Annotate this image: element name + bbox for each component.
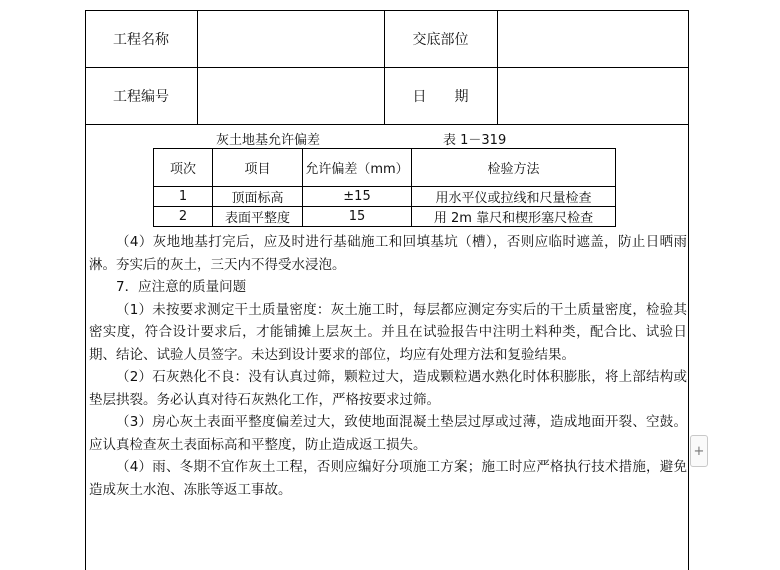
document-page [85, 10, 689, 570]
col-header-item-no: 项次 [154, 149, 213, 187]
table-row [154, 207, 616, 227]
table-cell: 用水平仪或拉线和尺量检查 [412, 187, 616, 207]
date-label: 日 期 [384, 67, 497, 124]
body-text [89, 231, 687, 501]
table-cell: 1 [154, 187, 213, 207]
project-no-value [197, 67, 384, 124]
expand-button[interactable]: + [690, 435, 708, 467]
table-cell: 2 [154, 207, 213, 227]
handover-part-label: 交底部位 [384, 10, 497, 67]
paragraph: （2）石灰熟化不良：没有认真过筛，颗粒过大，造成颗粒遇水熟化时体积膨胀，将上部结构或垫层拱裂。务必认真对待石灰熟化工作，严格按要求过筛。 [89, 369, 687, 408]
col-header-item: 项目 [213, 149, 303, 187]
col-header-tolerance: 允许偏差（mm） [303, 149, 412, 187]
header-table [85, 10, 689, 125]
section-heading: 7．应注意的质量问题 [116, 279, 247, 295]
table-caption: 灰土地基允许偏差 [216, 133, 321, 148]
paragraph: （4）雨、冬期不宜作灰土工程，否则应编好分项施工方案；施工时应严格执行技术措施，避免造成灰土水泡、冻胀等返工事故。 [89, 459, 687, 498]
paragraph: （4）灰地地基打完后，应及时进行基础施工和回填基坑（槽），否则应临时遮盖，防止日晒雨淋。夯实后的灰土，三天内不得受水浸泡。 [89, 234, 687, 273]
table-row [154, 187, 616, 207]
table-cell: 15 [303, 207, 412, 227]
paragraph: （1）未按要求测定干土质量密度：灰土施工时，每层都应测定夯实后的干土质量密度，检验其密实度，符合设计要求后，才能铺摊上层灰土。并且在试验报告中注明土料种类，配合比、试验日期、结论、试验人员签字。未达到设计要求的部位，均应有处理方法和复验结果。 [89, 301, 687, 363]
date-value [497, 67, 688, 124]
project-no-label: 工程编号 [85, 67, 197, 124]
deviation-table [153, 148, 616, 227]
handover-part-value [497, 10, 688, 67]
col-header-method: 检验方法 [412, 149, 616, 187]
project-name-label: 工程名称 [85, 10, 197, 67]
table-cell: 表面平整度 [213, 207, 303, 227]
table-cell: ±15 [303, 187, 412, 207]
paragraph: （3）房心灰土表面平整度偏差过大，致使地面混凝土垫层过厚或过薄，造成地面开裂、空鼓。应认真检查灰土表面标高和平整度，防止造成返工损失。 [89, 414, 687, 453]
project-name-value [197, 10, 384, 67]
table-cell: 用 2m 靠尺和楔形塞尺检查 [412, 207, 616, 227]
table-number: 表 1－319 [443, 133, 507, 148]
table-cell: 顶面标高 [213, 187, 303, 207]
